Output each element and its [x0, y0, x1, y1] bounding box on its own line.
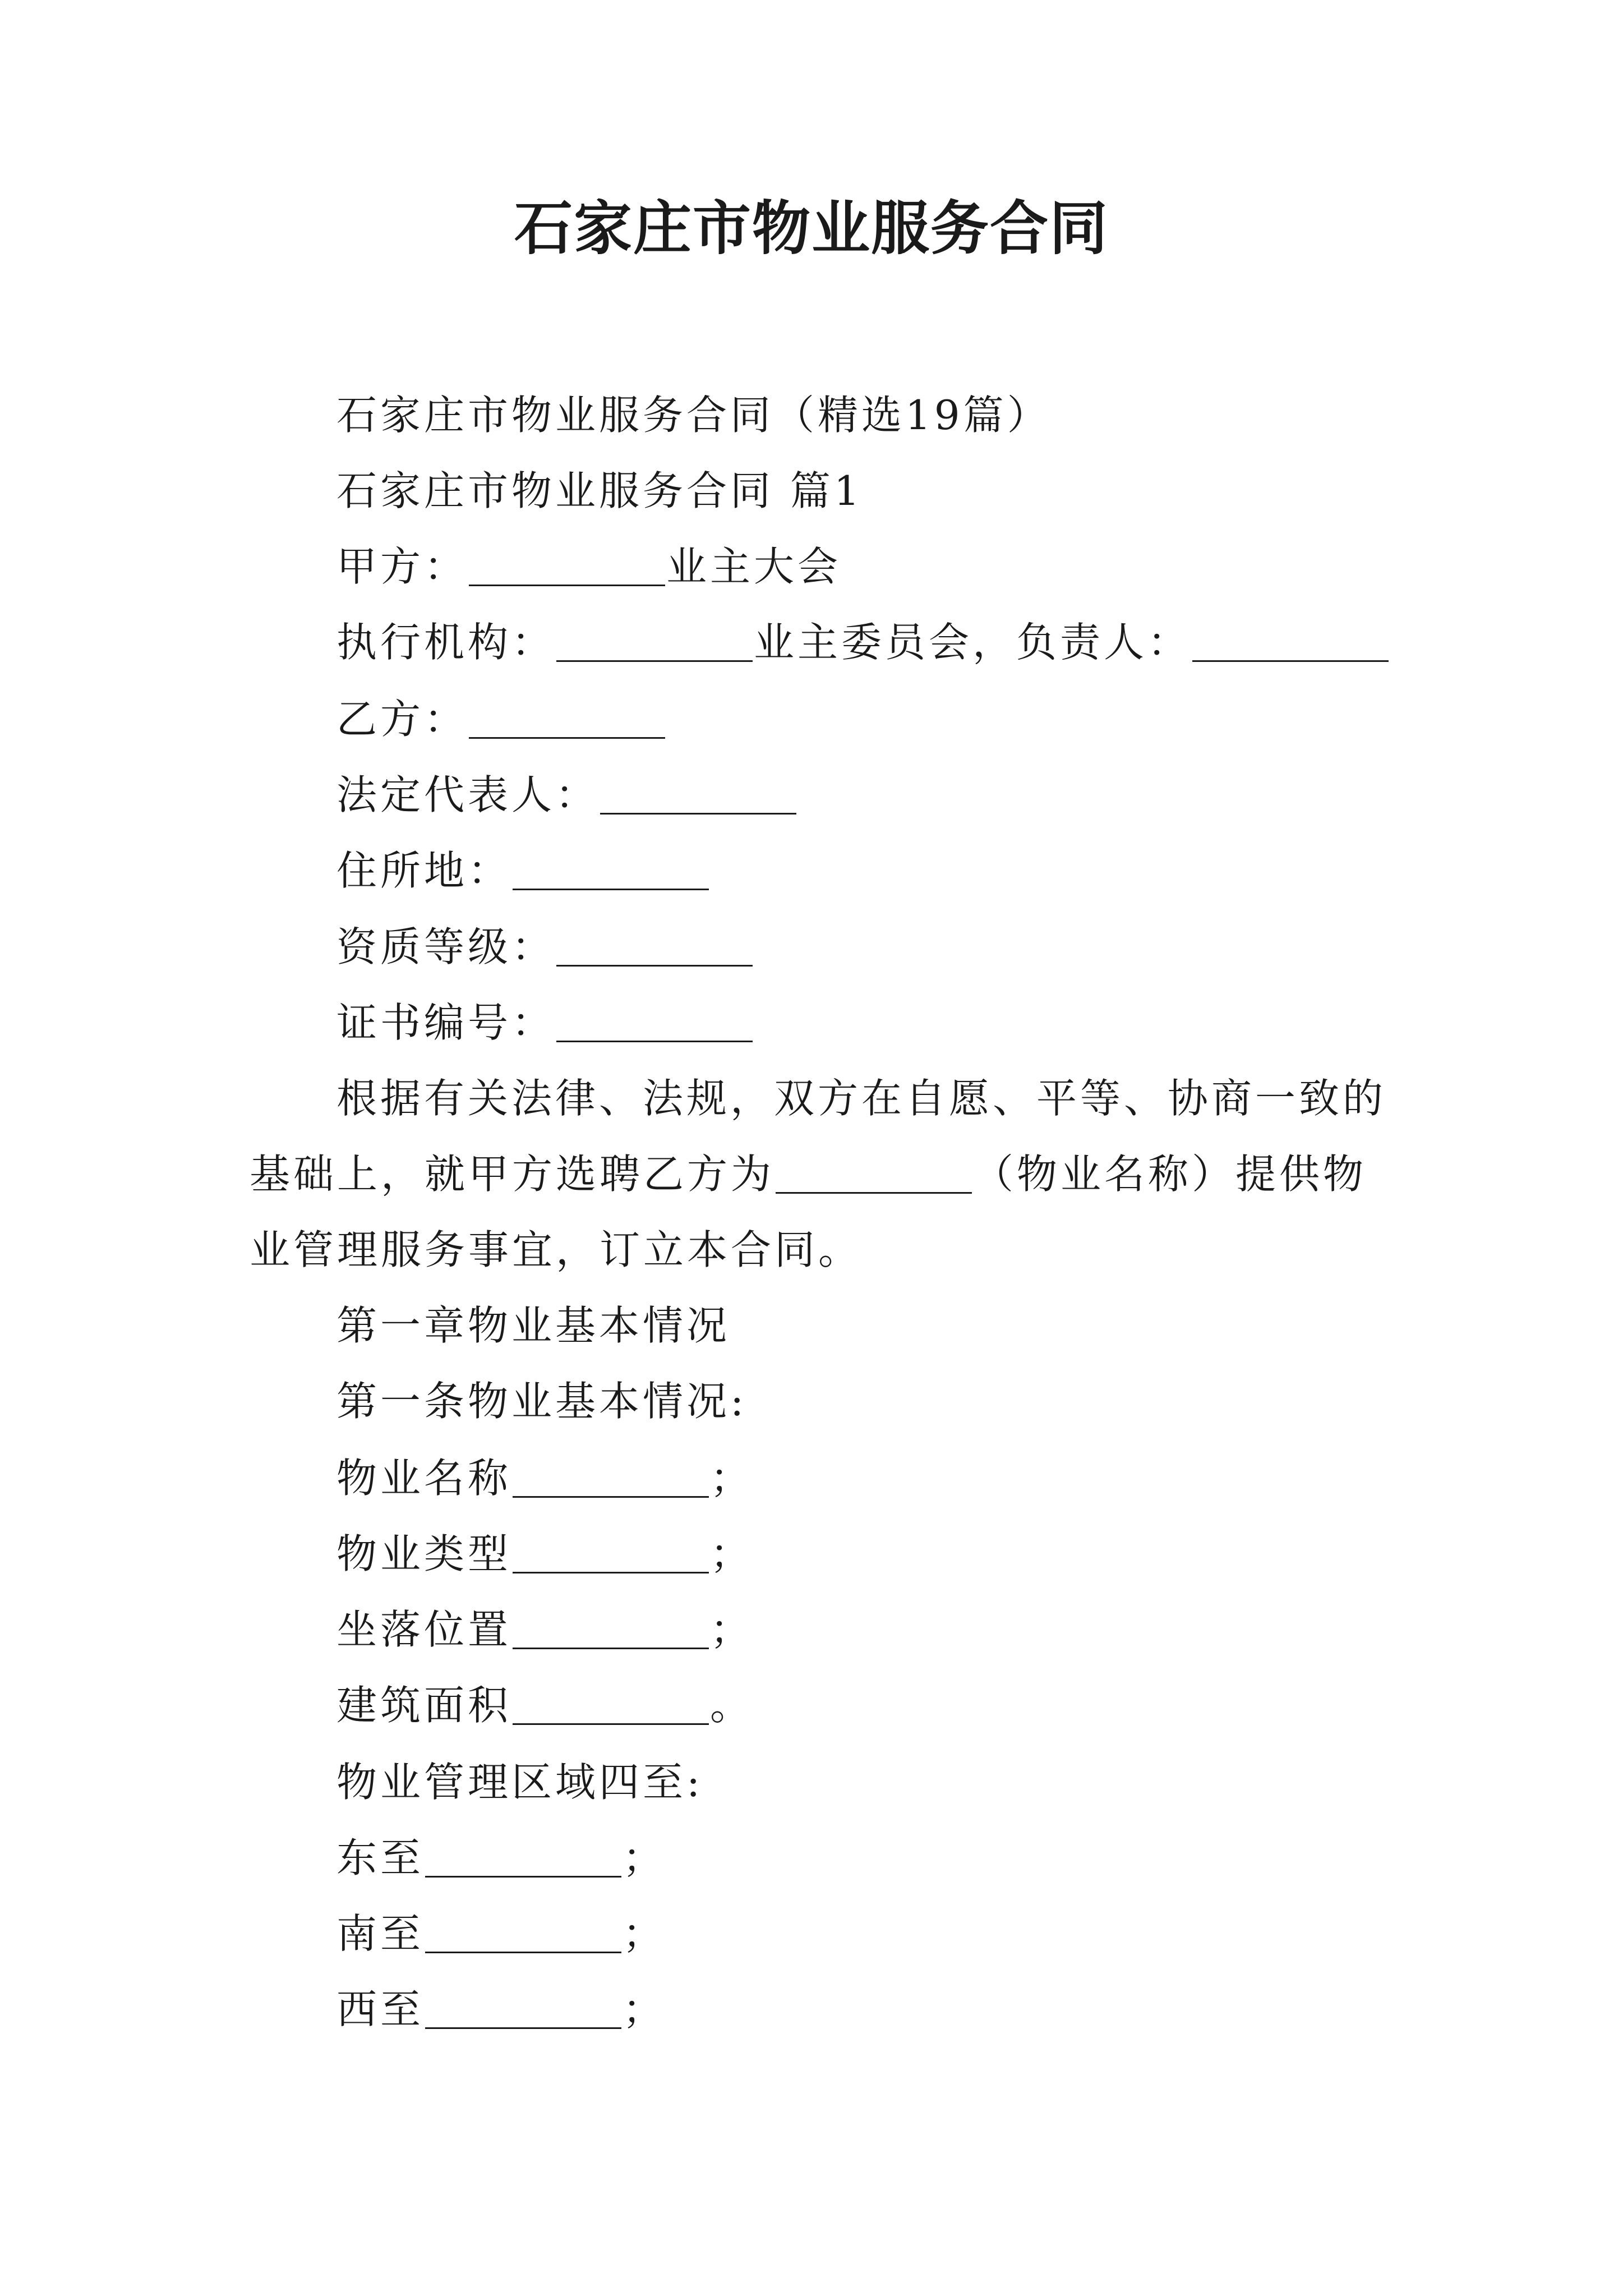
south-label: 南至	[336, 1910, 425, 1957]
east-boundary-line	[336, 1830, 666, 1886]
property-name-blank	[513, 1456, 709, 1498]
property-type-label: 物业类型	[336, 1530, 512, 1577]
semicolon: ；	[623, 1910, 667, 1957]
west-blank	[425, 1987, 621, 2029]
executive-line	[336, 614, 1390, 670]
building-area-line	[336, 1677, 754, 1733]
south-boundary-line	[336, 1906, 666, 1962]
building-area-blank	[513, 1683, 709, 1725]
document-title: 石家庄市物业服务合同	[514, 194, 1109, 263]
semicolon: ；	[710, 1530, 754, 1577]
legal-rep-line	[336, 767, 797, 823]
party-a-label: 甲方：	[336, 543, 468, 590]
paragraph-line-2-prefix: 基础上，就甲方选聘乙方为	[250, 1151, 775, 1198]
property-name-line	[336, 1450, 754, 1506]
document-subtitle: 石家庄市物业服务合同（精选19篇）	[336, 392, 1051, 439]
party-a-suffix: 业主大会	[666, 543, 842, 590]
west-label: 西至	[336, 1986, 425, 2033]
party-b-line	[336, 691, 666, 747]
paragraph-line-1: 根据有关法律、法规，双方在自愿、平等、协商一致的	[336, 1075, 1387, 1122]
semicolon: ；	[623, 1834, 667, 1881]
property-type-line	[336, 1526, 754, 1582]
executive-head-blank	[1192, 620, 1389, 662]
area-boundaries-heading: 物业管理区域四至:	[336, 1759, 704, 1806]
qualification-label: 资质等级：	[336, 923, 556, 970]
property-name-label: 物业名称	[336, 1455, 512, 1502]
legal-rep-label: 法定代表人：	[336, 771, 600, 818]
address-label: 住所地：	[336, 847, 512, 894]
east-label: 东至	[336, 1834, 425, 1881]
location-label: 坐落位置	[336, 1606, 512, 1653]
period: 。	[710, 1682, 754, 1729]
party-a-line	[336, 539, 841, 595]
chapter-heading: 第一章物业基本情况	[336, 1302, 731, 1349]
east-blank	[425, 1835, 621, 1878]
location-blank	[513, 1607, 709, 1649]
south-blank	[425, 1911, 621, 1953]
location-line	[336, 1602, 754, 1658]
qualification-blank	[556, 924, 753, 967]
party-b-blank	[469, 697, 665, 739]
property-type-blank	[513, 1531, 709, 1573]
legal-rep-blank	[600, 772, 796, 815]
party-a-blank	[469, 544, 665, 586]
party-b-label: 乙方：	[336, 696, 468, 743]
semicolon: ；	[623, 1986, 667, 2033]
building-area-label: 建筑面积	[336, 1682, 512, 1729]
executive-label: 执行机构：	[336, 619, 556, 666]
article-heading: 第一条物业基本情况:	[336, 1378, 748, 1425]
paragraph-line-3: 业管理服务事宜，订立本合同。	[250, 1226, 863, 1273]
qualification-line	[336, 919, 754, 975]
semicolon: ；	[710, 1455, 754, 1502]
address-blank	[513, 848, 709, 890]
executive-blank	[556, 620, 753, 662]
semicolon: ；	[710, 1606, 754, 1653]
executive-suffix: 业主委员会，负责人：	[754, 619, 1192, 666]
address-line	[336, 843, 710, 899]
certificate-blank	[556, 1000, 753, 1042]
certificate-line	[336, 995, 754, 1051]
property-name-blank-inline	[776, 1152, 972, 1194]
section-heading: 石家庄市物业服务合同 篇1	[336, 467, 863, 514]
paragraph-line-2-suffix: （物业名称）提供物	[973, 1151, 1367, 1198]
paragraph-line-2	[250, 1146, 1367, 1202]
certificate-label: 证书编号：	[336, 999, 556, 1046]
west-boundary-line	[336, 1981, 666, 2037]
